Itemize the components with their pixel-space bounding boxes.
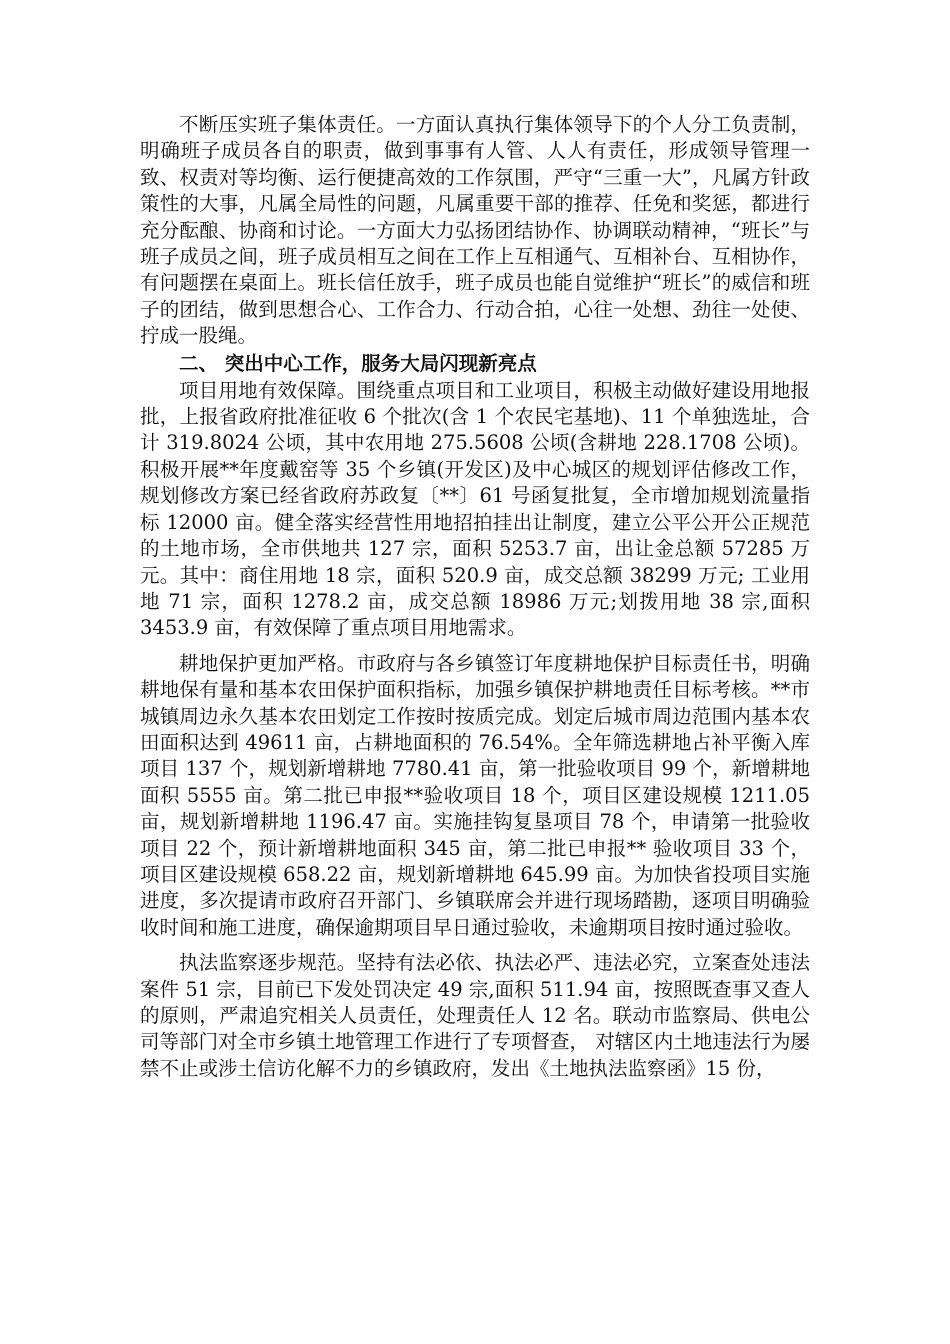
paragraph-land-use: 项目用地有效保障。围绕重点项目和工业项目，积极主动做好建设用地报批，上报省政府批准征收 6 个批次(含 1 个农民宅基地)、11 个单独选址，合计 319.8024 公顷，其中农用地 275.5608 公顷(含耕地 228.1708 公顷)。积极开展**年度戴窑等 35 个乡镇(开发区)及中心城区的规划评估修改工作，规划修改方案已经省政府苏政复〔**〕61 号函复批复，全市增加规划流量指标 12000 亩。健全落实经营性用地招拍挂出让制度，建立公平公开公正规范的土地市场，全市供地共 127 宗，面积 5253.7 亩，出让金总额 57285 万元。其中：商住用地 18 宗，面积 520.9 亩，成交总额 38299 万元; 工业用地 71 宗，面积 1278.2 亩，成交总额 18986 万元;划拨用地 38 宗,面积 3453.9 亩，有效保障了重点项目用地需求。 bbox=[140, 378, 810, 640]
paragraph-farmland-protection: 耕地保护更加严格。市政府与各乡镇签订年度耕地保护目标责任书，明确耕地保有量和基本农田保护面积指标，加强乡镇保护耕地责任目标考核。**市城镇周边永久基本农田划定工作按时按质完成。划定后城市周边范围内基本农田面积达到 49611 亩，占耕地面积的 76.54%。全年筛选耕地占补平衡入库项目 137 个，规划新增耕地 7780.41 亩，第一批验收项目 99 个，新增耕地面积 5555 亩。第二批已申报**验收项目 18 个，项目区建设规模 1211.05 亩，规划新增耕地 1196.47 亩。实施挂钩复垦项目 78 个，申请第一批验收项目 22 个，预计新增耕地面积 345 亩，第二批已申报** 验收项目 33 个，项目区建设规模 658.22 亩，规划新增耕地 645.99 亩。为加快省投项目实施进度，多次提请市政府召开部门、乡镇联席会并进行现场踏勘，逐项目明确验收时间和施工进度，确保逾期项目早日通过验收，未逾期项目按时通过验收。 bbox=[140, 651, 810, 939]
document-page bbox=[140, 112, 810, 1082]
section-heading-2: 二、 突出中心工作，服务大局闪现新亮点 bbox=[179, 351, 537, 375]
paragraph-team-responsibility: 不断压实班子集体责任。一方面认真执行集体领导下的个人分工负责制，明确班子成员各自的职责，做到事事有人管、人人有责任，形成领导管理一致、权责对等均衡、运行便捷高效的工作氛围，严守“三重一大”，凡属方针政策性的大事，凡属全局性的问题，凡属重要干部的推荐、任免和奖惩，都进行充分酝酿、协商和讨论。一方面大力弘扬团结协作、协调联动精神，“班长”与班子成员之间，班子成员相互之间在工作上互相通气、互相补台、互相协作，有问题摆在桌面上。班长信任放手，班子成员也能自觉维护“班长”的威信和班子的团结，做到思想合心、工作合力、行动合拍，心往一处想、劲往一处使、拧成一股绳。 bbox=[140, 113, 810, 348]
paragraph-law-enforcement: 执法监察逐步规范。坚持有法必依、执法必严、违法必究，立案查处违法案件 51 宗，目前已下发处罚决定 49 宗,面积 511.94 亩，按照既查事又查人的原则，严肃追究相关人员责任，处理责任人 12 名。联动市监察局、供电公司等部门对全市乡镇土地管理工作进行了专项督查， 对辖区内土地违法行为屡禁不止或涉土信访化解不力的乡镇政府，发出《土地执法监察函》15 份， bbox=[140, 951, 810, 1080]
